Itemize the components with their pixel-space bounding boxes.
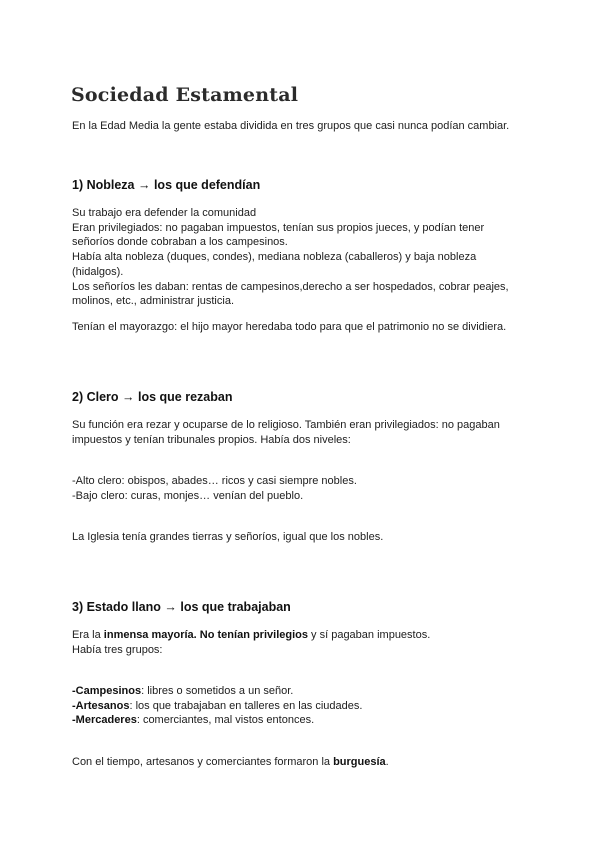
nobleza-line: molinos, etc., administrar justicia. [72,295,234,308]
text-run: : los que trabajaban en talleres en las ciudades. [129,699,363,712]
bold-text: burguesía [333,756,386,768]
bold-text: - [72,699,76,712]
llano-intro-paragraph [72,628,528,657]
burguesia-paragraph [72,755,528,770]
burguesia-line [72,755,528,770]
bold-text: inmensa mayoría [103,629,194,641]
section-heading-clero: 2) Clero → los que rezaban [72,390,233,404]
bold-text: - [72,685,76,697]
list-item: -Alto clero: obispos, abades… ricos y casi siempre nobles. [72,475,357,487]
list-item: -Bajo clero: curas, monjes… venían del pueblo. [72,489,304,502]
intro-paragraph: En la Edad Media la gente estaba dividida en tres grupos que casi nunca podían cambiar. [72,120,510,132]
clero-intro-line: Su función era rezar y ocuparse de lo religioso. También eran privilegiados: no pagaban [72,419,500,431]
bold-text: . [193,629,200,641]
bold-text: No tenían privilegios [199,629,308,641]
llano-intro-line [72,628,528,643]
nobleza-line: señoríos donde cobraban a los campesinos. [72,236,288,249]
nobleza-line: Eran privilegiados: no pagaban impuestos, tenían sus propios jueces, y podían tener [72,221,485,234]
clero-intro-paragraph [72,418,528,447]
mayorazgo-paragraph: Tenían el mayorazgo: el hijo mayor heredaba todo para que el patrimonio no se dividiera. [72,321,507,333]
nobleza-line: (hidalgos). [72,265,124,278]
clero-intro-line: impuestos y tenían tribunales propios. Había dos niveles: [72,433,351,446]
clero-niveles-list [72,474,528,503]
text-run: . [385,756,389,768]
list-item [72,713,528,728]
text-run: Era la [72,629,104,641]
text-run: y sí pagaban impuestos. [307,629,431,641]
list-item [72,699,528,714]
text-run: : libres o sometidos a un señor. [141,685,294,697]
bold-text: Campesinos [75,685,142,697]
bold-text: Artesanos [75,699,130,712]
section-heading-estado-llano: 3) Estado llano → los que trabajaban [72,600,291,614]
iglesia-paragraph: La Iglesia tenía grandes tierras y señoríos, igual que los nobles. [72,531,384,543]
nobleza-line: Había alta nobleza (duques, condes), mediana nobleza (caballeros) y baja nobleza [72,251,477,264]
llano-intro-line: Había tres grupos: [72,643,163,656]
nobleza-paragraph [72,206,528,309]
text-run: : comerciantes, mal vistos entonces. [136,714,315,727]
list-item [72,684,528,699]
bold-text: - [72,714,76,727]
text-run: Con el tiempo, artesanos y comerciantes formaron la [72,756,334,768]
section-heading-nobleza: 1) Nobleza → los que defendían [72,178,261,192]
llano-grupos-list [72,684,528,728]
bold-text: Mercaderes [75,714,137,727]
nobleza-line: Los señoríos les daban: rentas de campesinos,derecho a ser hospedados, cobrar peajes, [72,280,509,293]
nobleza-line: Su trabajo era defender la comunidad [72,207,257,219]
page-title: Sociedad Estamental [71,84,299,106]
